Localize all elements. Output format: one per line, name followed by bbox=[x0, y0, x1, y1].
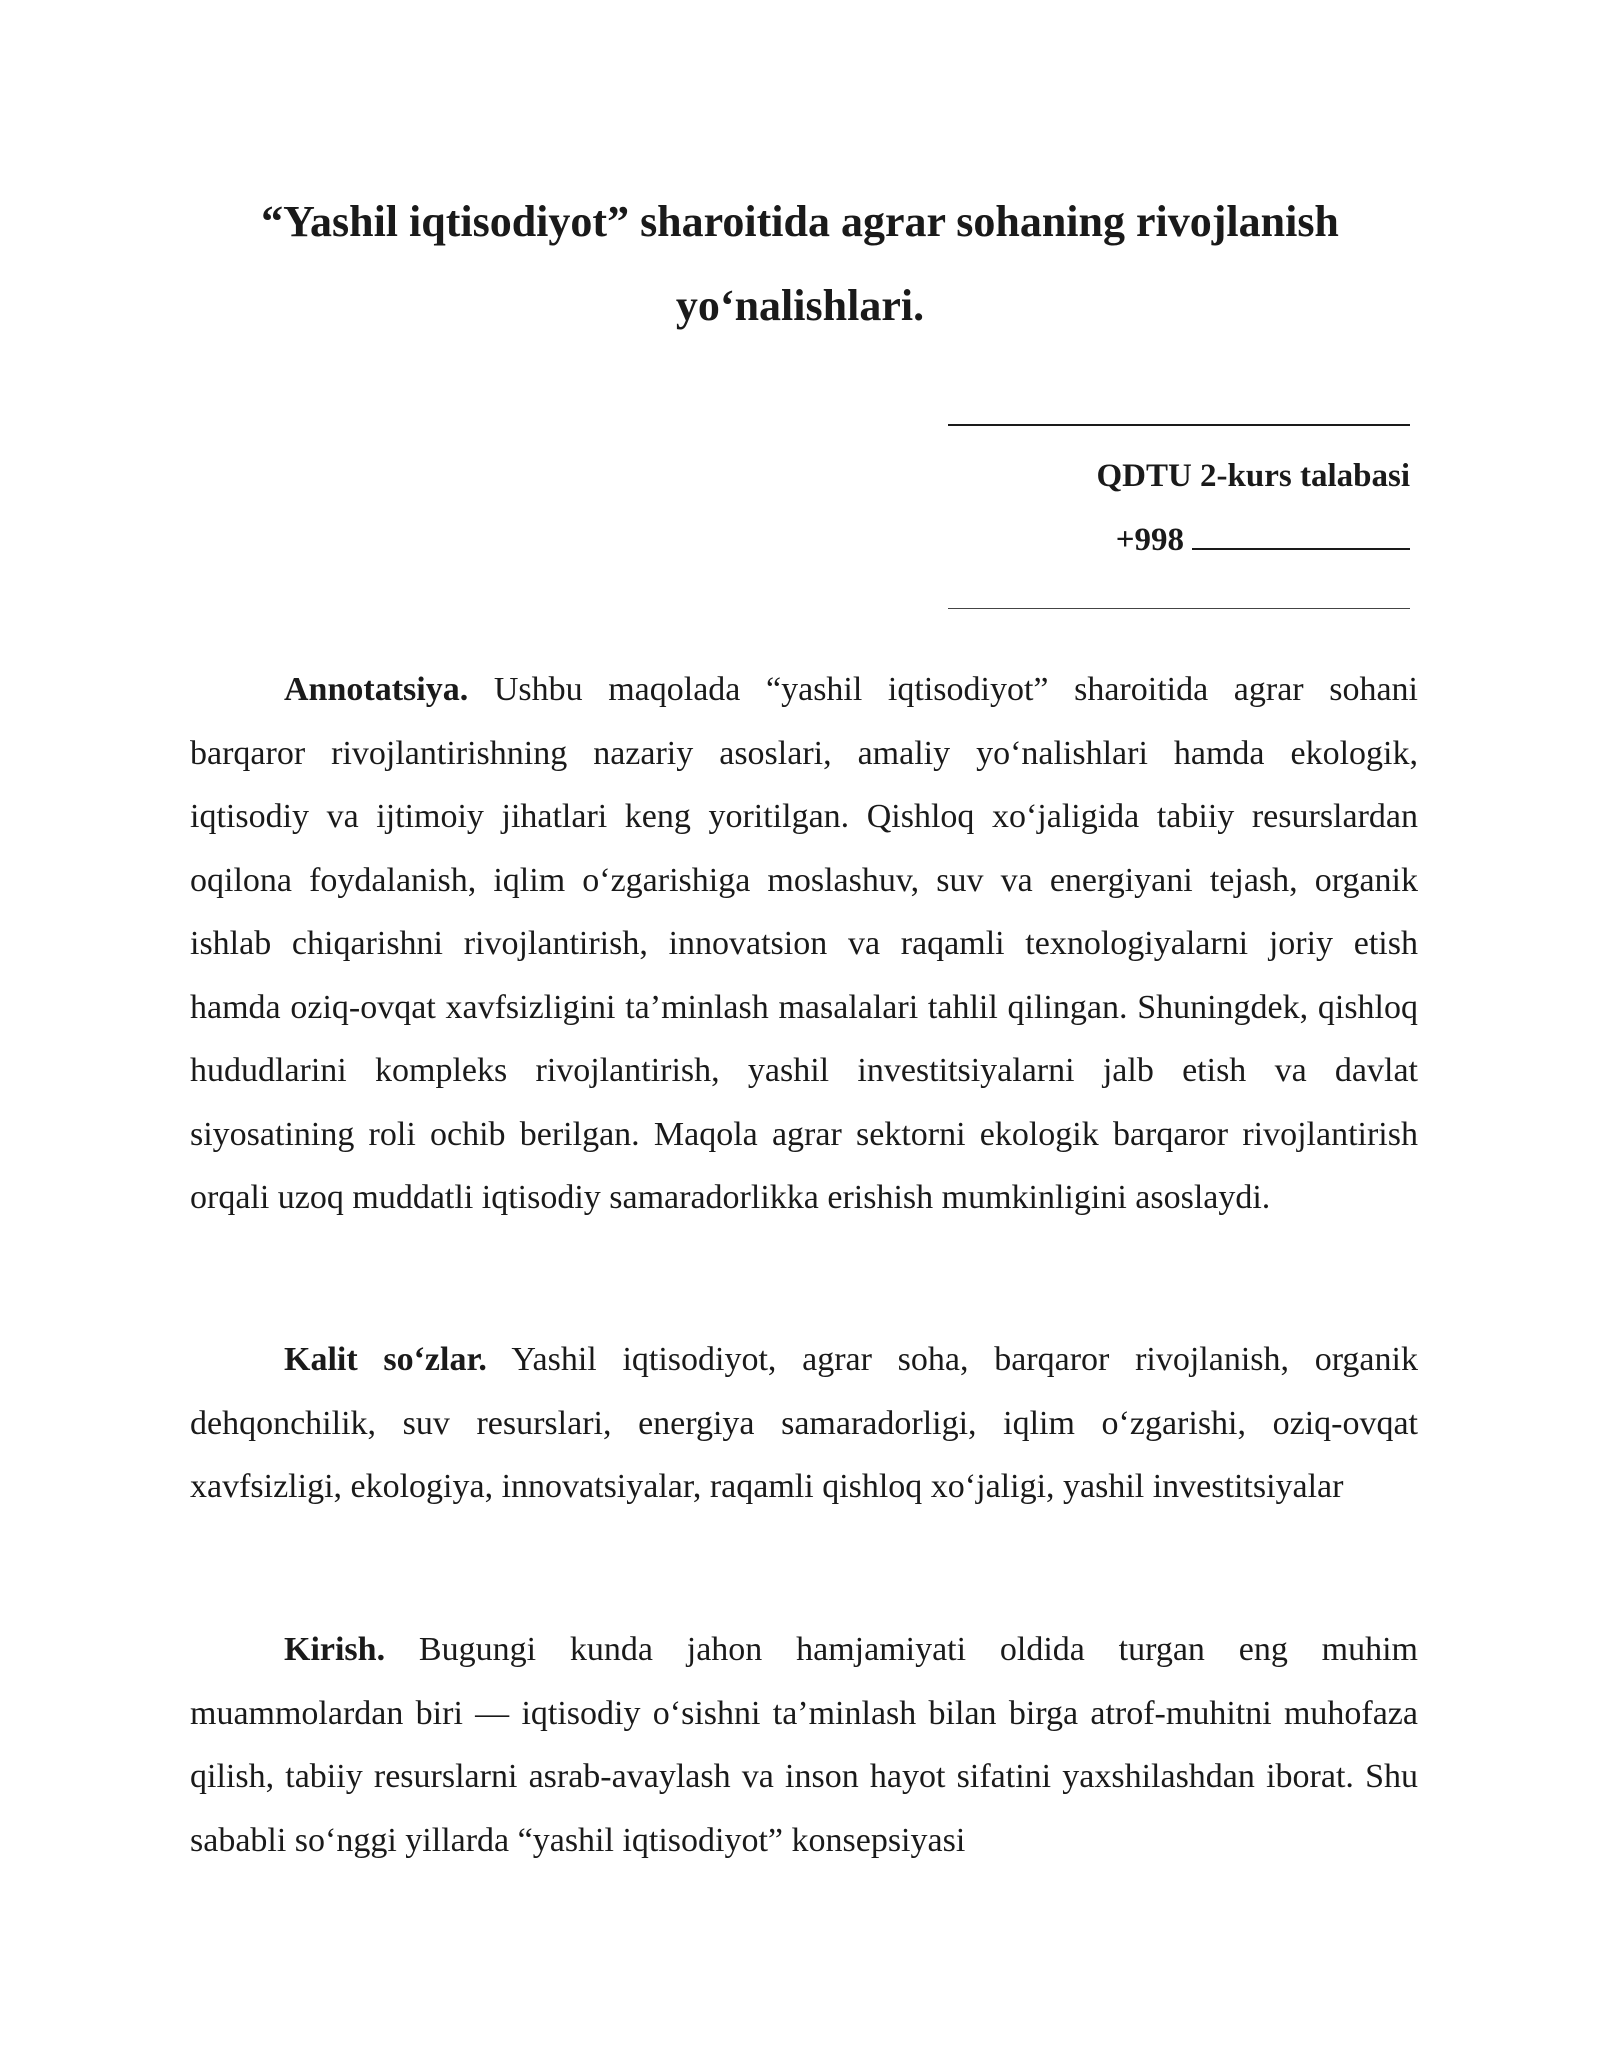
introduction-text: Bugungi kunda jahon hamjamiyati oldida turgan eng muhim muammolardan biri — iqtisodiy o‘sishni ta’minlash bilan birga atrof-muhitni muhofaza qilish, tabiiy resurslarni asrab-avaylash va inson hayot sifatini yaxshilashdan iborat. Shu sababli so‘nggi yillarda “yashil iqtisodiyot” konsepsiyasi bbox=[190, 1631, 1418, 1859]
document-title bbox=[190, 180, 1410, 348]
author-extra-blank bbox=[948, 608, 1410, 609]
keywords-text: Yashil iqtisodiyot, agrar soha, barqaror rivojlanish, organik dehqonchilik, suv resurslari, energiya samaradorligi, iqlim o‘zgarishi, oziq-ovqat xavfsizligi, ekologiya, innovatsiyalar, raqamli qishloq xo‘jaligi, yashil investitsiyalar bbox=[190, 1341, 1418, 1505]
author-block bbox=[810, 398, 1410, 609]
title-line-2: yo‘nalishlari. bbox=[675, 281, 925, 330]
abstract-text: Ushbu maqolada “yashil iqtisodiyot” sharoitida agrar sohani barqaror rivojlantirishning nazariy asoslari, amaliy yo‘nalishlari hamda ekologik, iqtisodiy va ijtimoiy jihatlari keng yoritilgan. Qishloq xo‘jaligida tabiiy resurslardan oqilona foydalanish, iqlim o‘zgarishiga moslashuv, suv va energiyani tejash, organik ishlab chiqarishni rivojlantirish, innovatsion va raqamli texnologiyalarni joriy etish hamda oziq-ovqat xavfsizligini ta’minlash masalalari tahlil qilingan. Shuningdek, qishloq hududlarini kompleks rivojlantirish, yashil investitsiyalarni jalb etish va davlat siyosatining roli ochib berilgan. Maqola agrar sektorni ekologik barqaror rivojlantirish orqali uzoq muddatli iqtisodiy samaradorlikka erishish mumkinligini asoslaydi. bbox=[190, 671, 1419, 1216]
title-line-1: “Yashil iqtisodiyot” sharoitida agrar sohaning rivojlanish bbox=[261, 197, 1339, 246]
author-affiliation: QDTU 2-kurs talabasi bbox=[1096, 458, 1410, 494]
introduction-label: Kirish. bbox=[284, 1631, 386, 1668]
abstract-paragraph bbox=[190, 658, 1418, 1230]
phone-prefix: +998 bbox=[1115, 522, 1184, 558]
introduction-paragraph bbox=[190, 1618, 1418, 1872]
phone-number-blank bbox=[1192, 520, 1410, 550]
author-phone bbox=[810, 508, 1410, 572]
abstract-label: Annotatsiya. bbox=[284, 671, 469, 708]
author-name-blank bbox=[948, 424, 1410, 426]
keywords-paragraph bbox=[190, 1328, 1418, 1519]
keywords-label: Kalit so‘zlar. bbox=[284, 1341, 487, 1378]
